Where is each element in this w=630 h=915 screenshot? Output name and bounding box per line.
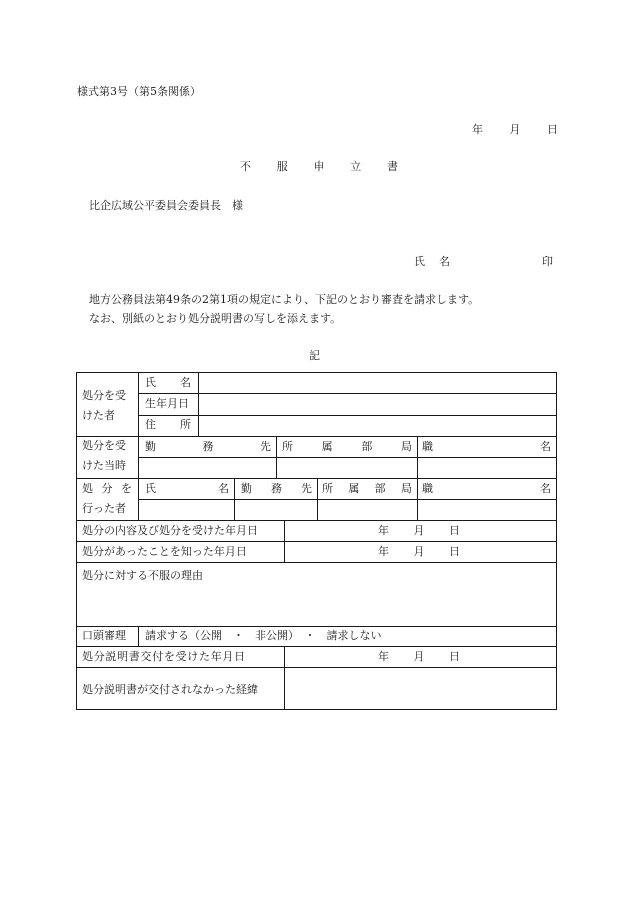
day-label: 日 [449, 524, 460, 537]
column-divider [417, 436, 418, 478]
label-char: 名 [180, 376, 191, 389]
label-char: を [121, 482, 132, 495]
known-date-field[interactable] [378, 545, 460, 559]
label-line: けた当時 [82, 459, 126, 472]
row-divider [76, 626, 557, 627]
explanation-date-label: 処分説明書交付を受けた年月日 [82, 650, 246, 663]
row-divider [138, 393, 557, 394]
form-number: 様式第3号（第5条関係） [77, 85, 201, 98]
actor-position-field[interactable] [419, 501, 555, 519]
reason-field[interactable] [78, 585, 554, 624]
no-explanation-label: 処分説明書が交付されなかった経緯 [82, 683, 258, 696]
position-field[interactable] [419, 459, 555, 477]
at-time-label [82, 439, 126, 473]
actor-workplace-field[interactable] [236, 501, 316, 519]
oral-hearing-label: 口頭審理 [82, 629, 126, 642]
column-divider [417, 478, 418, 520]
row-divider [76, 646, 557, 647]
recipient-address-field[interactable] [200, 417, 554, 435]
recipient-label [82, 389, 126, 423]
column-divider [276, 436, 277, 478]
label-char: 名 [540, 482, 551, 495]
label-char: 職 [422, 440, 433, 453]
actor-name-label [145, 482, 229, 496]
oral-hearing-options[interactable]: 請求する（公開 ・ 非公開） ・ 請求しない [145, 629, 382, 642]
label-char: 所 [180, 418, 191, 431]
label-char: 部 [361, 440, 373, 453]
label-char: 部 [374, 482, 386, 495]
label-char: 属 [348, 482, 360, 495]
row-divider [76, 562, 557, 563]
actor-department-label [322, 482, 412, 496]
recipient-birthdate-label: 生年月日 [145, 397, 189, 410]
year-label: 年 [472, 123, 483, 136]
label-char: 局 [400, 440, 412, 453]
body-text-line: 地方公務員法第49条の2第1項の規定により、下記のとおり審査を請求します。 [89, 293, 480, 306]
ki-heading: 記 [309, 349, 320, 362]
day-label: 日 [449, 545, 460, 558]
content-date-field[interactable] [378, 524, 460, 538]
column-divider [284, 646, 285, 710]
document-date [472, 123, 558, 137]
actor-department-field[interactable] [319, 501, 416, 519]
row-divider [138, 415, 557, 416]
actor-name-field[interactable] [140, 501, 233, 519]
label-line: 行った者 [82, 502, 126, 515]
body-text-line: なお、別紙のとおり処分説明書の写しを添えます。 [89, 312, 342, 325]
label-char: 務 [202, 440, 214, 453]
year-label: 年 [378, 650, 389, 663]
label-line: 処分を受 [82, 439, 126, 452]
seal-mark: 印 [542, 255, 553, 268]
label-char: 先 [301, 482, 312, 495]
label-char: 処 [82, 482, 93, 495]
column-divider [284, 520, 285, 562]
reason-label: 処分に対する不服の理由 [82, 569, 203, 582]
title-char: 不 [240, 160, 251, 173]
label-char: 氏 [145, 482, 156, 495]
row-divider [138, 499, 557, 500]
label-char: 職 [422, 482, 433, 495]
label-line [82, 482, 132, 496]
addressee: 比企広域公平委員会委員長 様 [89, 199, 243, 212]
table-border [76, 709, 557, 710]
label-char: 所 [322, 482, 333, 495]
applicant-name-label [414, 255, 450, 269]
table-border [76, 372, 557, 373]
label-char: 勤 [241, 482, 252, 495]
document-title [240, 160, 398, 174]
label-char: 所 [282, 440, 293, 453]
workplace-field[interactable] [140, 459, 275, 477]
month-label: 月 [413, 524, 425, 537]
known-date-label: 処分があったことを知った年月日 [82, 545, 247, 558]
recipient-address-label [145, 418, 191, 432]
title-char: 申 [313, 160, 325, 173]
actor-workplace-label [241, 482, 312, 496]
column-divider [234, 478, 235, 520]
name-char: 氏 [414, 255, 425, 268]
label-char: 名 [218, 482, 229, 495]
label-line: 処分を受 [82, 389, 126, 402]
title-char: 服 [276, 160, 288, 173]
column-divider [317, 478, 318, 520]
row-divider [138, 457, 557, 458]
recipient-name-label [145, 376, 191, 390]
actor-position-label [422, 482, 551, 496]
label-char: 名 [540, 440, 551, 453]
column-divider [138, 372, 139, 520]
row-divider [76, 541, 557, 542]
column-divider [138, 626, 139, 646]
department-field[interactable] [278, 459, 416, 477]
label-char: 住 [145, 418, 156, 431]
column-divider [198, 372, 199, 436]
day-label: 日 [449, 650, 460, 663]
year-label: 年 [378, 545, 389, 558]
label-char: 務 [271, 482, 282, 495]
label-char: 局 [400, 482, 412, 495]
row-divider [76, 520, 557, 521]
content-date-label: 処分の内容及び処分を受けた年月日 [82, 524, 258, 537]
title-char: 書 [387, 160, 398, 173]
month-label: 月 [413, 545, 425, 558]
label-line: けた者 [82, 409, 115, 422]
row-divider [76, 436, 557, 437]
row-divider [76, 667, 557, 668]
month-label: 月 [413, 650, 425, 663]
recipient-birthdate-field[interactable] [200, 395, 554, 413]
label-char: 属 [321, 440, 333, 453]
position-label [422, 440, 551, 454]
month-label: 月 [509, 123, 521, 136]
request-table [76, 372, 557, 710]
year-label: 年 [378, 524, 389, 537]
label-char: 勤 [145, 440, 156, 453]
workplace-label [145, 440, 271, 454]
title-char: 立 [350, 160, 362, 173]
department-label [282, 440, 412, 454]
actor-label [82, 482, 132, 516]
recipient-name-field[interactable] [200, 374, 554, 392]
day-label: 日 [547, 123, 558, 136]
explanation-date-field[interactable] [378, 650, 460, 664]
no-explanation-field[interactable] [286, 669, 554, 707]
label-char: 先 [260, 440, 271, 453]
name-char: 名 [439, 255, 450, 268]
label-char: 分 [101, 482, 113, 495]
label-char: 氏 [145, 376, 156, 389]
